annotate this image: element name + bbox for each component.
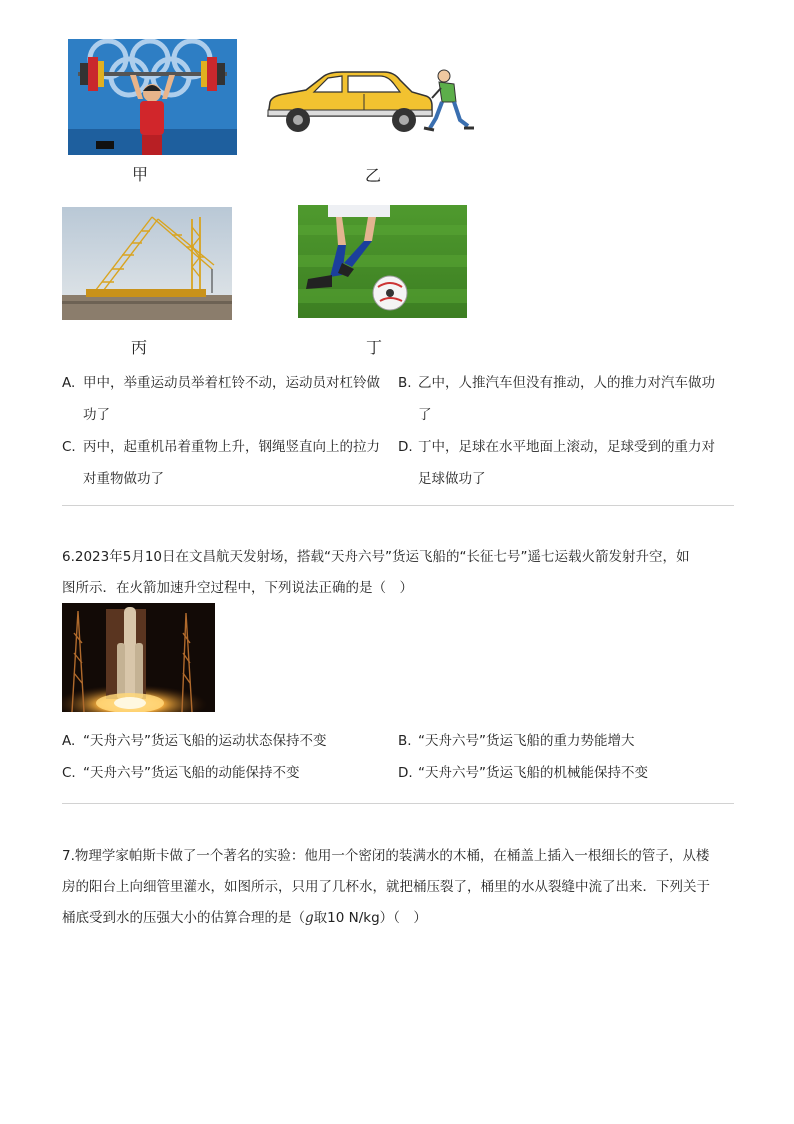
q5-option-b-text: 乙中，人推汽车但没有推动，人的推力对汽车做功 <box>418 375 715 391</box>
q5-option-b-text-cont: 了 <box>418 407 432 423</box>
q6-option-d-letter: D. <box>398 765 413 781</box>
q6-stem-line2: 图所示．在火箭加速升空过程中，下列说法正确的是（ ） <box>62 580 413 596</box>
q5-option-c-text-cont: 对重物做功了 <box>83 471 164 487</box>
q7-stem-line3-pre: 桶底受到水的压强大小的估算合理的是（ <box>62 910 305 926</box>
q7-g-symbol: g <box>305 910 314 926</box>
q6-stem-line1: 6.2023年5月10日在文昌航天发射场，搭载“天舟六号”货运飞船的“长征七号”遥七运载火箭发射升空，如 <box>62 549 690 565</box>
q6-option-c-letter: C. <box>62 765 76 781</box>
q7-stem-line3-rest: 取10 N/kg）（ ） <box>313 910 427 926</box>
q5-option-c-text: 丙中，起重机吊着重物上升，钢绳竖直向上的拉力 <box>83 439 380 455</box>
figure-caption-ding: 丁 <box>366 338 383 357</box>
q5-option-d-letter: D. <box>398 439 413 455</box>
q6-option-a-letter: A. <box>62 733 76 749</box>
q6-option-b-letter: B. <box>398 733 412 749</box>
q7-stem-line2: 房的阳台上向细管里灌水，如图所示，只用了几杯水，就把桶压裂了，桶里的水从裂缝中流了出来．下列关于 <box>62 879 710 895</box>
divider <box>62 505 734 506</box>
q6-option-d-text: “天舟六号”货运飞船的机械能保持不变 <box>418 765 648 781</box>
q5-option-d-text: 丁中，足球在水平地面上滚动，足球受到的重力对 <box>418 439 715 455</box>
weightlifter-photo <box>68 39 237 155</box>
push-car-drawing <box>264 66 476 136</box>
q7-stem-line3 <box>62 908 427 928</box>
q6-option-a-text: “天舟六号”货运飞船的运动状态保持不变 <box>83 733 327 749</box>
soccer-photo <box>298 205 467 318</box>
q5-option-a-text-cont: 功了 <box>83 407 110 423</box>
figure-caption-yi: 乙 <box>365 166 382 185</box>
q6-option-b-text: “天舟六号”货运飞船的重力势能增大 <box>418 733 635 749</box>
q5-option-b-letter: B. <box>398 375 412 391</box>
q5-option-a-letter: A. <box>62 375 76 391</box>
q5-option-a-text: 甲中，举重运动员举着杠铃不动，运动员对杠铃做 <box>83 375 380 391</box>
figure-caption-jia: 甲 <box>132 165 149 184</box>
q5-option-c-letter: C. <box>62 439 76 455</box>
divider <box>62 803 734 804</box>
rocket-launch-photo <box>62 603 215 712</box>
q7-stem-line1: 7.物理学家帕斯卡做了一个著名的实验：他用一个密闭的装满水的木桶，在桶盖上插入一根细长的管子，从楼 <box>62 848 710 864</box>
figure-caption-bing: 丙 <box>131 338 148 357</box>
q6-option-c-text: “天舟六号”货运飞船的动能保持不变 <box>83 765 300 781</box>
q5-option-d-text-cont: 足球做功了 <box>418 471 486 487</box>
crane-photo <box>62 207 232 320</box>
